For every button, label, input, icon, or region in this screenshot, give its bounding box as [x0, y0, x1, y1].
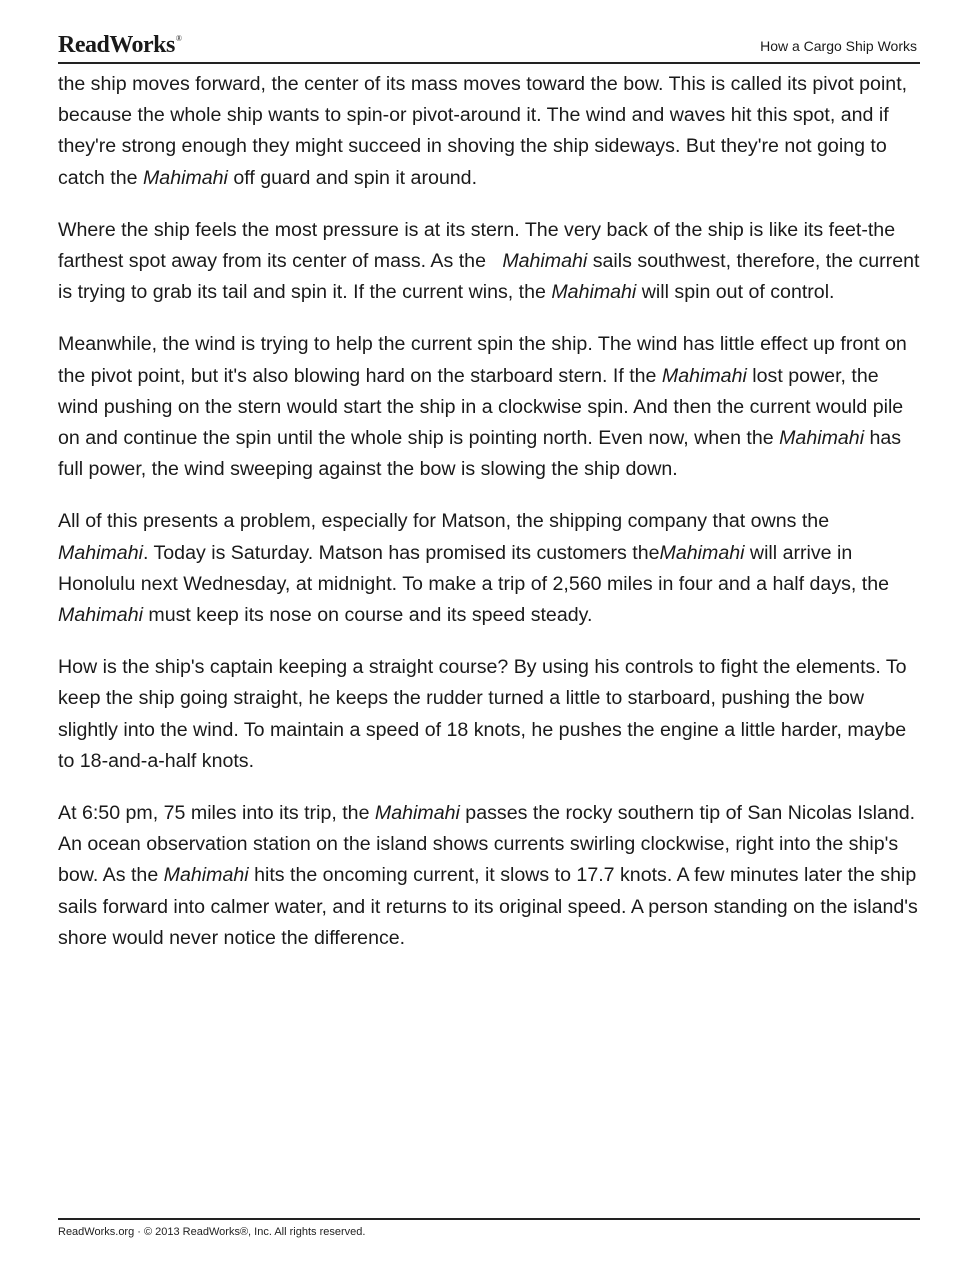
ship-name: Mahimahi	[502, 250, 588, 273]
ship-name: Mahimahi	[551, 281, 637, 304]
paragraph-3	[58, 329, 920, 485]
text-run: Meanwhile, the wind is trying to help the current spin the ship. The wind has little effect up front on the pivot point, but it's also blowing hard on the starboard stern. If the	[58, 333, 907, 387]
paragraph-4	[58, 506, 920, 631]
document-title: How a Cargo Ship Works	[760, 38, 917, 54]
text-run: How is the ship's captain keeping a straight course? By using his controls to fight the elements. To keep the ship going straight, he keeps the rudder turned a little to starboard, pushing the bow slightly into the wind. To maintain a speed of 18 knots, he pushes the engine a little harder, maybe to 18-and-a-half knots.	[58, 656, 907, 772]
text-run: off guard and spin it around.	[227, 166, 478, 189]
text-run: will arrive in Honolulu next Wednesday, at midnight. To make a trip of 2,560 miles in four and a half days, the	[58, 541, 890, 595]
readworks-logo	[58, 32, 181, 59]
ship-name: Mahimahi	[659, 541, 745, 564]
text-run: the ship moves forward, the center of its mass moves toward the bow. This is called its pivot point, because the whole ship wants to spin-or pivot-around it. The wind and waves hit this spot, and if they're strong enough they might succeed in shoving the ship sideways. But they're not going to catch the	[58, 73, 908, 189]
ship-name: Mahimahi	[163, 864, 249, 887]
copyright-text: ReadWorks.org · © 2013 ReadWorks®, Inc. All rights reserved.	[58, 1226, 366, 1238]
text-run: sails southwest, therefore, the current is trying to grab its tail and spin it. If the current wins, the	[58, 250, 920, 304]
page-footer	[58, 1218, 920, 1238]
ship-name: Mahimahi	[58, 604, 143, 627]
text-run: must keep its nose on course and its speed steady.	[142, 604, 593, 627]
text-run: hits the oncoming current, it slows to 17.7 knots. A few minutes later the ship sails forward into calmer water, and it returns to its original speed. A person standing on the island's shore would never notice the difference.	[58, 864, 918, 949]
ship-name: Mahimahi	[58, 541, 143, 564]
paragraph-6	[58, 798, 920, 954]
text-run: passes the rocky southern tip of San Nicolas Island. An ocean observation station on the island shows currents swirling clockwise, right into the ship's bow. As the	[58, 802, 916, 887]
text-run: All of this presents a problem, especially for Matson, the shipping company that owns the	[58, 510, 830, 533]
registered-mark: ®	[175, 34, 182, 43]
ship-name: Mahimahi	[661, 364, 747, 387]
ship-name: Mahimahi	[779, 427, 865, 450]
text-run: At 6:50 pm, 75 miles into its trip, the	[58, 802, 375, 825]
ship-name: Mahimahi	[374, 802, 460, 825]
text-run: will spin out of control.	[636, 281, 835, 304]
text-run: Where the ship feels the most pressure is at its stern. The very back of the ship is like its feet-the farthest spot away from its center of mass. As the	[58, 218, 896, 273]
article-body	[58, 69, 920, 975]
paragraph-2	[58, 215, 920, 309]
ship-name: Mahimahi	[142, 166, 228, 189]
logo-text: ReadWorks	[58, 32, 175, 58]
text-run: has full power, the wind sweeping against the bow is slowing the ship down.	[58, 427, 902, 481]
paragraph-5	[58, 652, 920, 777]
text-run: lost power, the wind pushing on the stern would start the ship in a clockwise spin. And then the current would pile on and continue the spin until the whole ship is pointing north. Even now, when the	[58, 364, 904, 450]
page-header	[58, 30, 920, 64]
text-run: . Today is Saturday. Matson has promised its customers the	[142, 541, 660, 564]
paragraph-1	[58, 69, 920, 194]
